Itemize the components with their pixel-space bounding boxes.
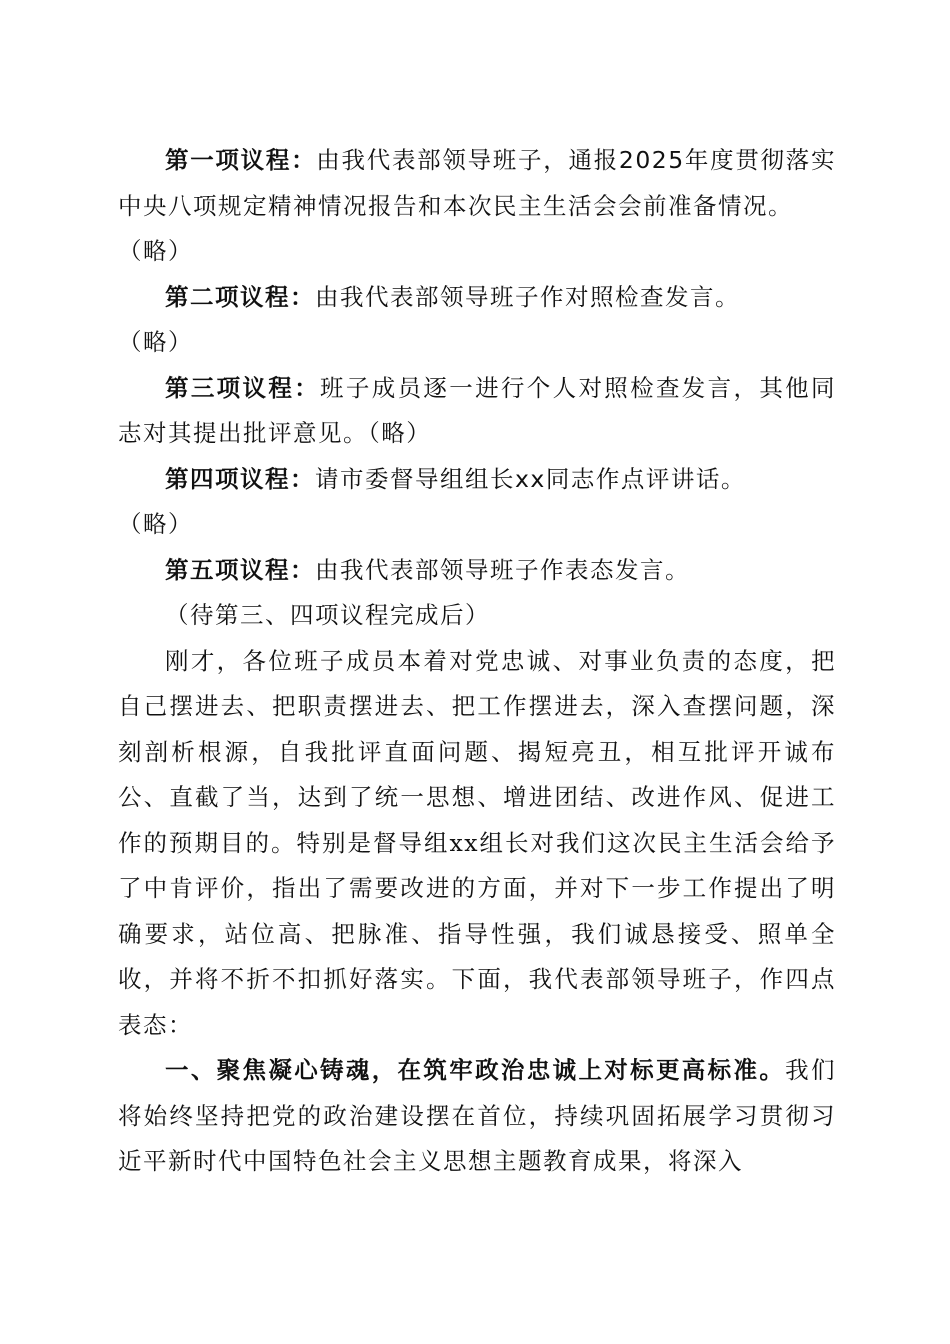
wait-note: （待第三、四项议程完成后） — [165, 601, 490, 629]
agenda-item-4-text: 请市委督导组组长xx同志作点评讲话。 — [315, 464, 746, 493]
agenda-item-1 — [118, 138, 836, 229]
agenda-item-1-lead: 第一项议程： — [165, 146, 317, 174]
agenda-item-2 — [118, 275, 836, 321]
agenda-item-4 — [118, 457, 836, 503]
agenda-item-1-text: 由我代表部领导班子，通报2025年度贯彻落实中央八项规定精神情况报告和本次民主生活会会前准备情况。 — [118, 146, 836, 220]
agenda-item-2-note: （略） — [118, 328, 193, 356]
agenda-item-5-text: 由我代表部领导班子作表态发言。 — [315, 555, 690, 584]
agenda-item-3 — [118, 366, 836, 457]
agenda-item-5 — [118, 548, 836, 594]
document-page — [118, 138, 836, 1185]
agenda-item-3-note: （略） — [368, 419, 432, 447]
agenda-item-2-text: 由我代表部领导班子作对照检查发言。 — [315, 282, 740, 311]
agenda-item-1-note: （略） — [118, 237, 193, 265]
agenda-item-4-note: （略） — [118, 510, 193, 538]
agenda-item-2-lead: 第二项议程： — [165, 282, 315, 311]
agenda-item-4-lead: 第四项议程： — [165, 464, 315, 493]
section-one-heading: 一、聚焦凝心铸魂，在筑牢政治忠诚上对标更高标准。 — [165, 1056, 786, 1084]
section-one — [118, 1048, 836, 1185]
agenda-item-3-text: 班子成员逐一进行个人对照检查发言，其他同志对其提出批评意见。 — [118, 373, 837, 447]
body-paragraph: 刚才，各位班子成员本着对党忠诚、对事业负责的态度，把自己摆进去、把职责摆进去、把工作摆进去，深入查摆问题，深刻剖析根源，自我批评直面问题、揭短亮丑，相互批评开诚布公、直截了当，达到了统一思想、增进团结、改进作风、促进工作的预期目的。特别是督导组xx组长对我们这次民主生活会给予了中肯评价，指出了需要改进的方面，并对下一步工作提出了明确要求，站位高、把脉准、指导性强，我们诚恳接受、照单全收，并将不折不扣抓好落实。下面，我代表部领导班子，作四点表态： — [118, 646, 836, 1039]
agenda-item-5-lead: 第五项议程： — [165, 555, 315, 584]
agenda-item-3-lead: 第三项议程： — [165, 373, 321, 402]
section-one-text: 我们将始终坚持把党的政治建设摆在首位，持续巩固拓展学习贯彻习近平新时代中国特色社会主义思想主题教育成果，将深入 — [118, 1056, 837, 1175]
